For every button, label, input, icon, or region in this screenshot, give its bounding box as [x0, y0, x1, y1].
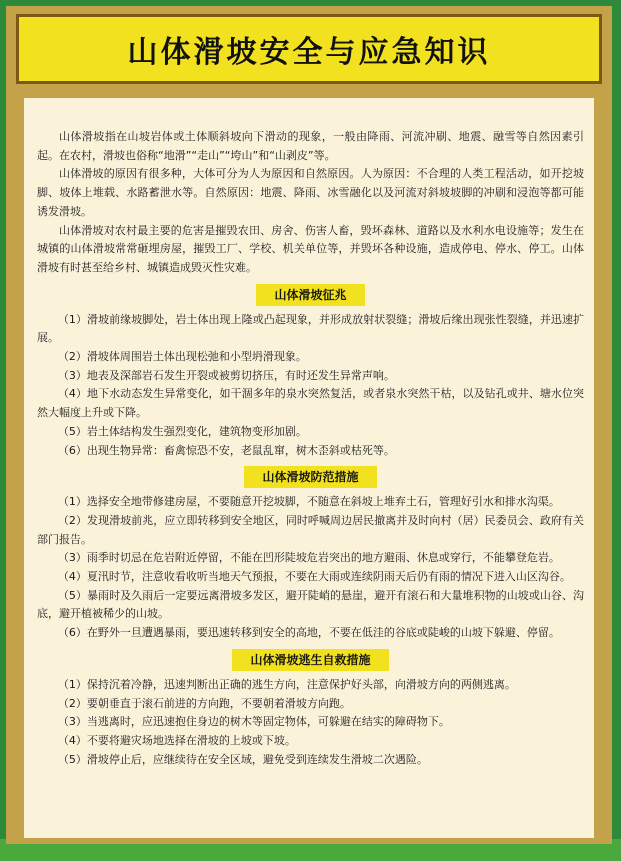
- title-banner: [16, 14, 602, 84]
- list-item: （3）当逃离时，应迅速抱住身边的树木等固定物体，可躲避在结实的障碍物下。: [57, 715, 450, 729]
- intro-paragraph: 山体滑坡指在山坡岩体或土体顺斜坡向下滑动的现象，一般由降雨、河流冲刷、地震、融雪等自然因素引起。在农村，滑坡也俗称“地滑”“走山”“垮山”和“山剥皮”等。: [37, 130, 584, 162]
- intro-section: [37, 128, 584, 278]
- list-item: （4）夏汛时节，注意收看收听当地天气预报，不要在大雨或连续阴雨天后仍有雨的情况下进入山区沟谷。: [57, 570, 571, 584]
- list-item: （2）要朝垂直于滚石前进的方向跑，不要朝着滑坡方向跑。: [57, 696, 351, 710]
- signs-list: [37, 311, 584, 461]
- content-panel: [24, 98, 594, 838]
- intro-paragraph: 山体滑坡的原因有很多种，大体可分为人为原因和自然原因。人为原因：不合理的人类工程活动，如开挖坡脚、坡体上堆载、水路蓄泄水等。自然原因：地震、降雨、冰雪融化以及河流对斜坡坡脚的冲刷和浸泡等都可能诱发滑坡。: [37, 167, 584, 218]
- list-item: （5）暴雨时及久雨后一定要远离滑坡多发区，避开陡峭的悬崖，避开有滚石和大量堆积物的山坡或山谷、沟底，避开植被稀少的山坡。: [37, 588, 584, 621]
- list-item: （4）地下水动态发生异常变化，如干涸多年的泉水突然复活，或者泉水突然干枯，以及钻孔或井、塘水位突然大幅度上升或下降。: [37, 387, 584, 420]
- poster-frame: [6, 6, 612, 844]
- page-title: 山体滑坡安全与应急知识: [127, 35, 491, 70]
- section-title-self-rescue: 山体滑坡逃生自救措施: [232, 649, 388, 671]
- prevention-list: [37, 493, 584, 643]
- list-item: （6）在野外一旦遭遇暴雨，要迅速转移到安全的高地，不要在低洼的谷底或陡峻的山坡下躲避、停留。: [57, 626, 560, 640]
- list-item: （6）出现生物异常：畜禽惊恐不安，老鼠乱窜，树木歪斜或枯死等。: [57, 443, 395, 457]
- list-item: （2）滑坡体周围岩土体出现松弛和小型坍滑现象。: [57, 350, 307, 364]
- list-item: （3）雨季时切忌在危岩附近停留，不能在凹形陡坡危岩突出的地方避雨、休息或穿行，不能攀登危岩。: [57, 551, 560, 565]
- section-title-prevention: 山体滑坡防范措施: [244, 466, 376, 488]
- list-item: （5）滑坡停止后，应继续待在安全区域，避免受到连续发生滑坡二次遇险。: [57, 752, 428, 766]
- list-item: （4）不要将避灾场地选择在滑坡的上坡或下坡。: [57, 733, 296, 747]
- list-item: （1）选择安全地带修建房屋，不要随意开挖坡脚，不随意在斜坡上堆弃土石，管理好引水和排水沟渠。: [57, 495, 560, 509]
- list-item: （3）地表及深部岩石发生开裂或被剪切挤压，有时还发生异常声响。: [57, 368, 395, 382]
- list-item: （1）滑坡前缘坡脚处，岩土体出现上隆或凸起现象，并形成放射状裂缝；滑坡后缘出现张性裂缝，并迅速扩展。: [37, 312, 584, 345]
- section-title-signs: 山体滑坡征兆: [256, 284, 364, 306]
- list-item: （1）保持沉着冷静，迅速判断出正确的逃生方向，注意保护好头部，向滑坡方向的两侧逃离。: [57, 677, 516, 691]
- list-item: （2）发现滑坡前兆，应立即转移到安全地区，同时呼喊周边居民撤离并及时向村（居）民委员会、政府有关部门报告。: [37, 513, 584, 546]
- list-item: （5）岩土体结构发生强烈变化，建筑物变形加剧。: [57, 424, 307, 438]
- self-rescue-list: [37, 676, 584, 770]
- intro-paragraph: 山体滑坡对农村最主要的危害是摧毁农田、房舍、伤害人畜，毁坏森林、道路以及水利水电设施等；发生在城镇的山体滑坡常常砸埋房屋，摧毁工厂、学校、机关单位等，并毁坏各种设施，造成停电、停水、停工。山体滑坡有时甚至给乡村、城镇造成毁灭性灾难。: [37, 223, 584, 274]
